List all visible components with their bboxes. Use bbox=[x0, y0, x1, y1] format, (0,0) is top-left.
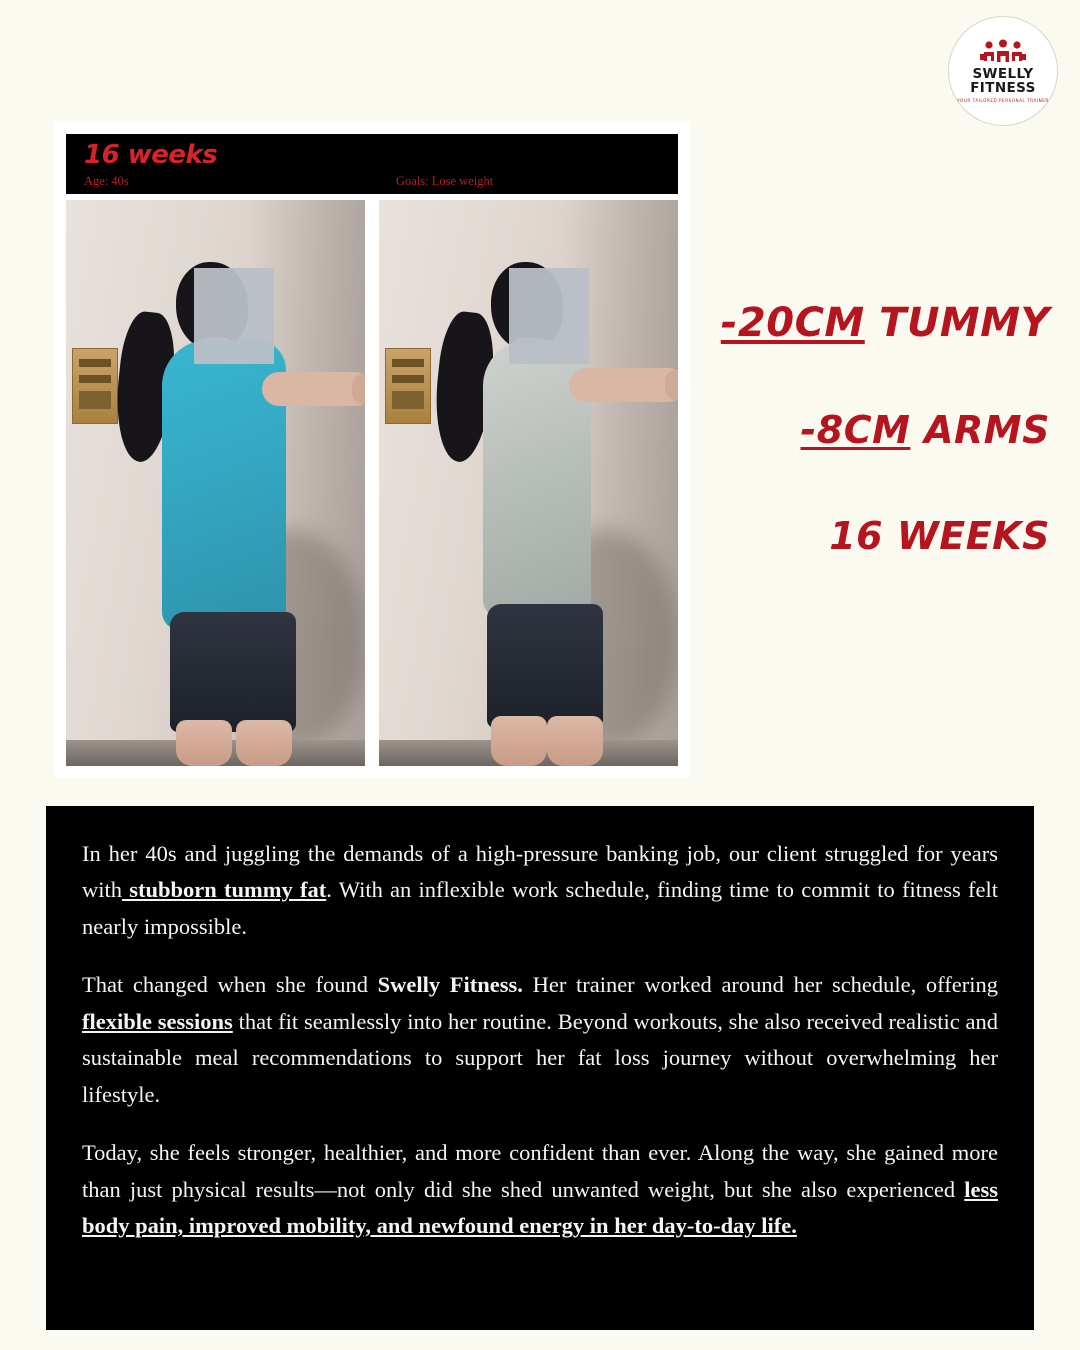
story-p2-part-e: that fit seamlessly into her routine. Beyond workouts, she also received realistic and sustainable meal recommendations to support her fat loss journey without overwhelming her lifestyle. bbox=[82, 1008, 998, 1107]
hand bbox=[352, 374, 365, 404]
leg-left bbox=[176, 720, 232, 766]
story-p3-highlight: less body pain, improved mobility, and newfound energy in her day-to-day life. bbox=[82, 1176, 998, 1238]
shorts bbox=[170, 612, 296, 732]
brand-name: SWELLY FITNESS bbox=[970, 66, 1036, 96]
stat-arms-label: ARMS bbox=[910, 408, 1050, 452]
results-stats bbox=[700, 300, 1050, 558]
brand-tagline: YOUR TAILORED PERSONAL TRAINER bbox=[957, 98, 1049, 103]
story-p2-part-c: Her trainer worked around her schedule, offering bbox=[522, 972, 998, 998]
face-blur-box bbox=[509, 268, 589, 364]
extended-arm bbox=[262, 372, 365, 406]
extended-arm bbox=[569, 368, 678, 402]
stat-tummy bbox=[700, 300, 1050, 346]
after-photo bbox=[379, 200, 678, 766]
stat-tummy-value: -20CM bbox=[720, 300, 865, 346]
shorts bbox=[487, 604, 603, 728]
client-story-block bbox=[46, 806, 1034, 1330]
stat-duration-value: 16 WEEKS bbox=[829, 514, 1050, 558]
photo-duration-title: 16 weeks bbox=[84, 140, 218, 170]
story-paragraph-3 bbox=[82, 1135, 998, 1244]
stat-duration bbox=[700, 514, 1050, 558]
hand bbox=[665, 370, 678, 400]
story-paragraph-1 bbox=[82, 836, 998, 945]
dumbbell-people-icon bbox=[980, 39, 1026, 65]
before-figure bbox=[66, 200, 365, 766]
photo-goal-label: Goals: Lose weight bbox=[396, 174, 494, 188]
before-photo bbox=[66, 200, 365, 766]
photo-header-bar bbox=[66, 134, 678, 194]
stat-arms-value: -8CM bbox=[800, 408, 911, 452]
story-paragraph-2 bbox=[82, 967, 998, 1113]
stat-tummy-label: TUMMY bbox=[864, 300, 1050, 346]
before-after-photo-card bbox=[54, 122, 690, 778]
leg-right bbox=[236, 720, 292, 766]
story-p1-part-c: . With an inflexible work schedule, finding time to commit to fitness felt nearly impossible. bbox=[82, 877, 998, 939]
story-p2-part-a: That changed when she found bbox=[82, 972, 378, 998]
story-p2-brand: Swelly Fitness. bbox=[377, 972, 523, 998]
after-figure bbox=[379, 200, 678, 766]
stat-arms bbox=[700, 408, 1050, 452]
leg-left bbox=[491, 716, 547, 766]
story-p2-highlight: flexible sessions bbox=[82, 1008, 233, 1034]
photo-age-label: Age: 40s bbox=[84, 174, 129, 188]
face-blur-box bbox=[194, 268, 274, 364]
photo-pair bbox=[66, 200, 678, 766]
brand-logo bbox=[948, 16, 1058, 126]
leg-right bbox=[547, 716, 603, 766]
story-p1-part-a: In her 40s and juggling the demands of a high-pressure banking job, our client struggled for years with bbox=[82, 841, 998, 903]
story-p3-part-a: Today, she feels stronger, healthier, and more confident than ever. Along the way, she gained more than just physical results—not only did she shed unwanted weight, but she also experienced bbox=[82, 1140, 998, 1202]
story-p1-highlight: stubborn tummy fat bbox=[122, 877, 327, 903]
